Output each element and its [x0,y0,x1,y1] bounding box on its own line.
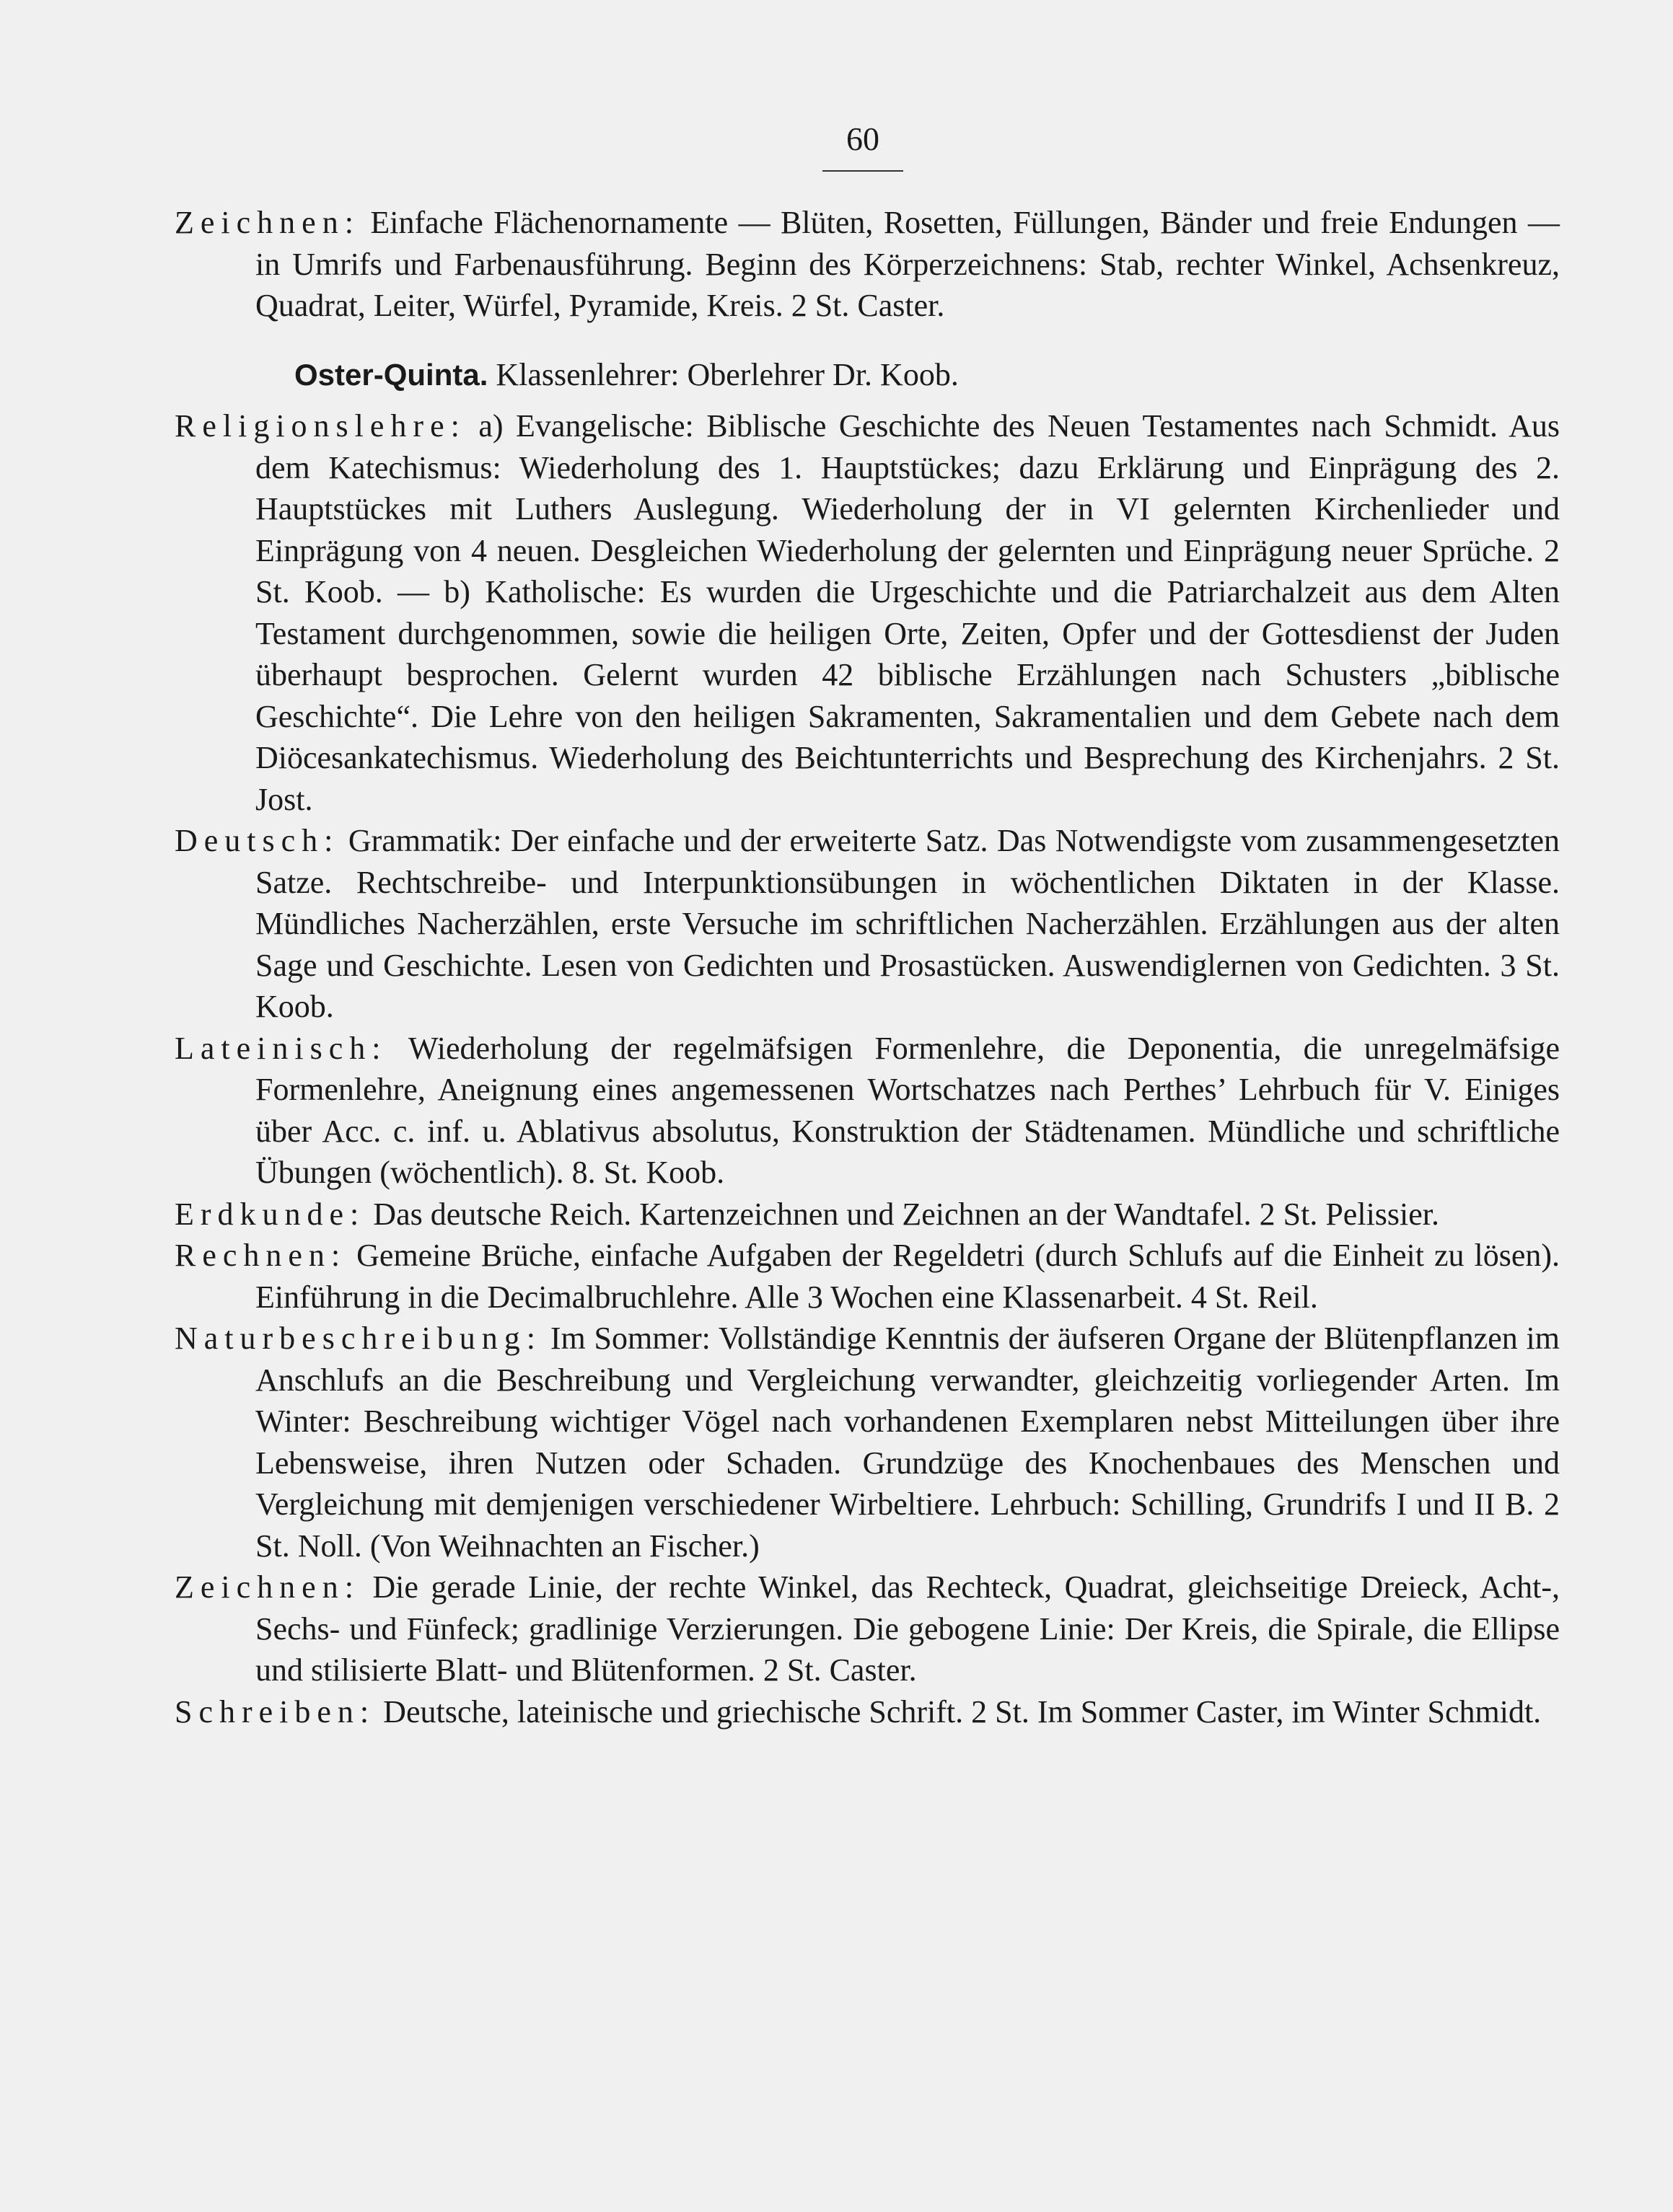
subject-entry-lateinisch [175,1028,1560,1194]
subject-entry-schreiben [175,1691,1560,1733]
subject-entry-deutsch [175,820,1560,1028]
subject-label: Deutsch: [175,823,340,858]
subject-label: Erdkunde: [175,1196,366,1232]
subject-text: Einfache Flächenornamente — Blüten, Rosetten, Füllungen, Bänder und freie Endungen — in Umrifs und Farbenausführung. Beginn des Körperzeichnens: Stab, rechter Winkel, Achsenkreuz, Quadrat, Leiter, Würfel, Pyramide, Kreis. 2 St. Caster. [255,205,1560,323]
subject-text: a) Evangelische: Biblische Geschichte des Neuen Testamentes nach Schmidt. Aus dem Katechismus: Wiederholung des 1. Hauptstückes; dazu Erklärung und Einprägung des 2. Hauptstückes mit Luthers Auslegung. Wiederholung der in VI gelernten Kirchenlieder und Einprägung von 4 neuen. Desgleichen Wiederholung der gelernten und Einprägung neuer Sprüche. 2 St. Koob. — b) Katholische: Es wurden die Urgeschichte und die Patriarchalzeit aus dem Alten Testament durchgenommen, sowie die heiligen Orte, Zeiten, Opfer und der Gottesdienst der Juden überhaupt besprochen. Gelernt wurden 42 biblische Erzählungen nach Schusters „biblische Geschichte“. Die Lehre von den heiligen Sakramenten, Sakramentalien und dem Gebete nach dem Diöcesankatechismus. Wiederholung des Beichtunterrichts und Besprechung des Kirchenjahrs. 2 St. Jost. [255,408,1560,817]
subject-label: Religionslehre: [175,408,466,444]
subject-label: Rechnen: [175,1238,347,1273]
subject-text: Deutsche, lateinische und griechische Schrift. 2 St. Im Sommer Caster, im Winter Schmidt. [383,1693,1542,1729]
subject-label: Naturbeschreibung: [175,1321,542,1356]
subject-entry-erdkunde [175,1194,1560,1235]
subject-entry-zeichnen [175,1567,1560,1691]
class-teacher: Klassenlehrer: Oberlehrer Dr. Koob. [496,356,959,392]
subject-text: Die gerade Linie, der rechte Winkel, das Rechteck, Quadrat, gleichseitige Dreieck, Acht-, Sechs- und Fünfeck; gradlinige Verzierungen. Die gebogene Linie: Der Kreis, die Spirale, die Ellipse und stilisierte Blatt- und Blütenformen. 2 St. Caster. [255,1569,1560,1688]
subject-entry-religionslehre [175,405,1560,820]
subject-text: Gemeine Brüche, einfache Aufgaben der Regeldetri (durch Schlufs auf die Einheit zu lösen). Einführung in die Decimalbruchlehre. Alle 3 Wochen eine Klassenarbeit. 4 St. Reil. [255,1238,1560,1315]
subject-entry-naturbeschreibung [175,1318,1560,1567]
subject-label: Zeichnen: [175,1569,360,1605]
subject-entry-rechnen [175,1235,1560,1318]
page-number: 60 [846,120,879,157]
subject-entry-zeichnen-top [175,202,1560,327]
subject-text: Im Sommer: Vollständige Kenntnis der äufseren Organe der Blütenpflanzen im Anschlufs an die Beschreibung und Vergleichung verwandter, gleichzeitig vorliegender Arten. Im Winter: Beschreibung wichtiger Vögel nach vorhandenen Exemplaren nebst Mitteilungen über ihre Lebensweise, ihren Nutzen oder Schaden. Grundzüge des Knochenbaues des Menschen und Vergleichung mit demjenigen verschiedener Wirbeltiere. Lehrbuch: Schilling, Grundrifs I und II B. 2 St. Noll. (Von Weihnachten an Fischer.) [255,1321,1560,1564]
subject-label: Schreiben: [175,1693,376,1729]
class-name: Oster-Quinta. [294,357,488,392]
subject-text: Wiederholung der regelmäfsigen Formenlehre, die Deponentia, die unregelmäfsige Formenlehre, Aneignung eines angemessenen Wortschatzes nach Perthes’ Lehrbuch für V. Einiges über Acc. c. inf. u. Ablativus absolutus, Konstruktion der Städtenamen. Mündliche und schriftliche Übungen (wöchentlich). 8. St. Koob. [255,1030,1560,1190]
subject-label: Zeichnen: [175,205,360,240]
page-content [175,202,1560,1732]
subject-label: Lateinisch: [175,1030,387,1066]
subject-text: Das deutsche Reich. Kartenzeichnen und Zeichnen an der Wandtafel. 2 St. Pelissier. [373,1196,1440,1232]
page-number-rule [822,170,903,172]
class-heading [175,354,1560,396]
subject-text: Grammatik: Der einfache und der erweiterte Satz. Das Notwendigste vom zusammengesetzten Satze. Rechtschreibe- und Interpunktionsübungen in wöchentlichen Diktaten in der Klasse. Mündliches Nacherzählen, erste Versuche im schriftlichen Nacherzählen. Erzählungen aus der alten Sage und Geschichte. Lesen von Gedichten und Prosastücken. Auswendiglernen von Gedichten. 3 St. Koob. [255,823,1560,1024]
